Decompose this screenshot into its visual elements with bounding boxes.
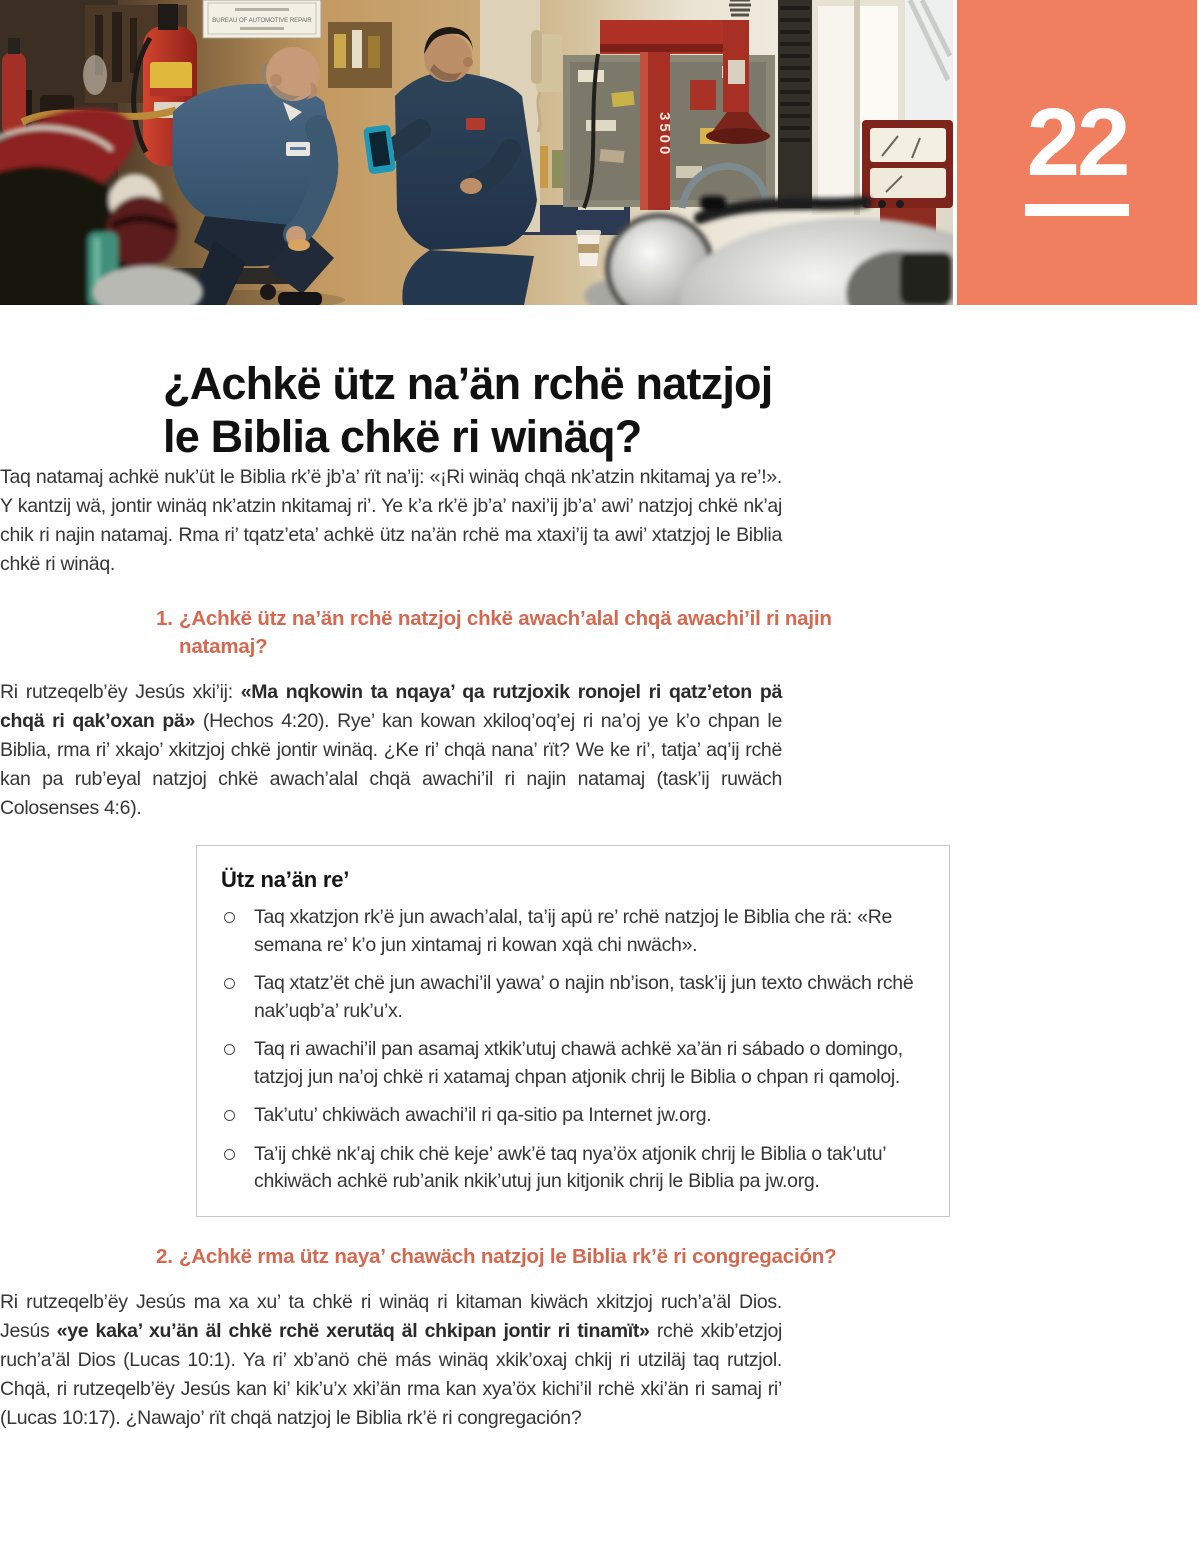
chapter-underline	[1025, 204, 1129, 216]
intro-paragraph: Taq natamaj achkë nuk’üt le Biblia rk’ë jb’a’ rït na’ij: «¡Ri winäq chqä nk’atzin nkitamaj ya re’!». Y kantzij wä, jontir winäq nk’atzin nkitamaj ri’. Ye k’a rk’ë jb’a’ naxi’ij jb’a’ awi’ natzjoj chkë nk’aj chik ri najin natamaj. Rma ri’ tqatz’eta’ achkë ütz na’än rchë ma xtaxi’ij ta awi’ xtatzjoj le Biblia chkë ri winäq.	[0, 466, 782, 575]
paragraph-text: (Hechos 4:20). Rye’ kan kowan xkiloq’oq’ej ri na’oj ye k’o chpan le Biblia, rma ri’ xkajo’ xkitzjoj chkë jontir winäq. ¿Ke ri’ chqä nana’ rït? We ke ri’, tatja’ aq’ij rchë kan pa rub’eyal natzjoj chkë awach’alal chqä awachi’il ri najin natamaj (task’ij ruwäch Colosenses 4:6).	[0, 710, 782, 819]
circle-bullet-icon	[224, 1110, 235, 1121]
question-1-text: ¿Achkë ütz na’än rchë natzjoj chkë awach’alal chqä awachi’il ri najin natamaj?	[179, 607, 832, 658]
box-bullet-item	[221, 1141, 919, 1196]
bullet-text: Tak’utu’ chkiwäch awachi’il ri qa-sitio pa Internet jw.org.	[254, 1104, 712, 1126]
question-2-number: 2.	[156, 1244, 173, 1268]
paragraph-2	[0, 1288, 782, 1433]
circle-bullet-icon	[224, 978, 235, 989]
suggestion-box-list	[221, 904, 919, 1196]
circle-bullet-icon	[224, 912, 235, 923]
chapter-number-block	[957, 0, 1197, 305]
page-title	[163, 357, 1200, 463]
box-bullet-item	[221, 904, 919, 959]
paragraph-text: rchë xkib’etzjoj ruch’a’äl Dios (Lucas 10:1). Ya ri’ xb’anö chë más winäq xkik’oxaj chkij ri utziläj taq rutzjol. Chqä, ri rutzeqelb’ëy Jesús kan ki’ kik’u’x xki’än rma kan xya’öx kichi’il rchë xki’än ri samaj ri’ (Lucas 10:17). ¿Nawajo’ rït chqä natzjoj le Biblia rk’ë ri congregación?	[0, 1319, 783, 1429]
question-2-heading	[156, 1243, 1200, 1271]
circle-bullet-icon	[224, 1149, 235, 1160]
question-2-text: ¿Achkë rma ütz naya’ chawäch natzjoj le Biblia rk’ë ri congregación?	[179, 1244, 837, 1268]
box-bullet-item	[221, 1102, 919, 1130]
box-bullet-item	[221, 970, 919, 1025]
page-title-line-2: le Biblia chkë ri winäq?	[163, 411, 642, 462]
paragraph-1	[0, 678, 782, 823]
chapter-number: 22	[1026, 89, 1128, 196]
photo-wall-sign	[203, 0, 321, 38]
question-1-heading	[156, 605, 1200, 661]
bullet-text: Taq ri awachi’il pan asamaj xtkik’utuj chawä achkë xa’än ri sábado o domingo, tatzjoj jun na’oj chkë ri xatamaj chpan atjonik chrij le Biblia o chpan ri qamoloj.	[254, 1038, 903, 1088]
page-title-line-1: ¿Achkë ütz na’än rchë natzjoj	[163, 358, 773, 409]
suggestion-box	[196, 845, 950, 1217]
bold-quote: «Ma nqkowin ta nqaya’ qa rutzjoxik ronojel ri qatz’eton pä chqä ri qak’oxan pä»	[0, 681, 782, 732]
bullet-text: Taq xtatz’ët chë jun awachi’il yawa’ o najin nb’ison, task’ij jun texto chwäch rchë nak’uqb’a’ ruk’u’x.	[254, 972, 914, 1022]
circle-bullet-icon	[224, 1044, 235, 1055]
photo-machine-label: 3500	[656, 112, 673, 158]
photo-coffee-cup	[576, 230, 601, 266]
page-content	[0, 305, 1200, 1433]
question-1-number: 1.	[156, 607, 173, 630]
header-banner	[0, 0, 1200, 305]
photo-shelf-bottles	[328, 22, 392, 88]
paragraph-text: Ri rutzeqelb’ëy Jesús xki’ij:	[0, 681, 241, 703]
header-photo	[0, 0, 953, 305]
bold-quote: «ye kaka’ xu’än äl chkë rchë xerutäq äl chkipan jontir ri tinamït»	[56, 1319, 650, 1342]
suggestion-box-title: Ütz na’än re’	[221, 867, 350, 892]
box-bullet-item	[221, 1036, 919, 1091]
bullet-text: Ta’ij chkë nk’aj chik chë keje’ awk’ë taq nya’öx atjonik chrij le Biblia o tak’utu’ chkiwäch achkë rub’anik nkik’utuj jun kitjonik chrij le Biblia pa jw.org.	[254, 1142, 886, 1192]
bullet-text: Taq xkatzjon rk’ë jun awach’alal, ta’ij apü re’ rchë natzjoj le Biblia che rä: «Re semana re’ k’o jun xintamaj ri kowan xqä chi nwäch».	[254, 906, 893, 956]
paragraph-text: Ri rutzeqelb’ëy Jesús ma xa xu’ ta chkë ri winäq ri kitaman kiwäch xkitzjoj ruch’a’äl Dios. Jesús	[0, 1290, 782, 1342]
photo-sign-text: BUREAU OF AUTOMOTIVE REPAIR	[212, 18, 312, 24]
